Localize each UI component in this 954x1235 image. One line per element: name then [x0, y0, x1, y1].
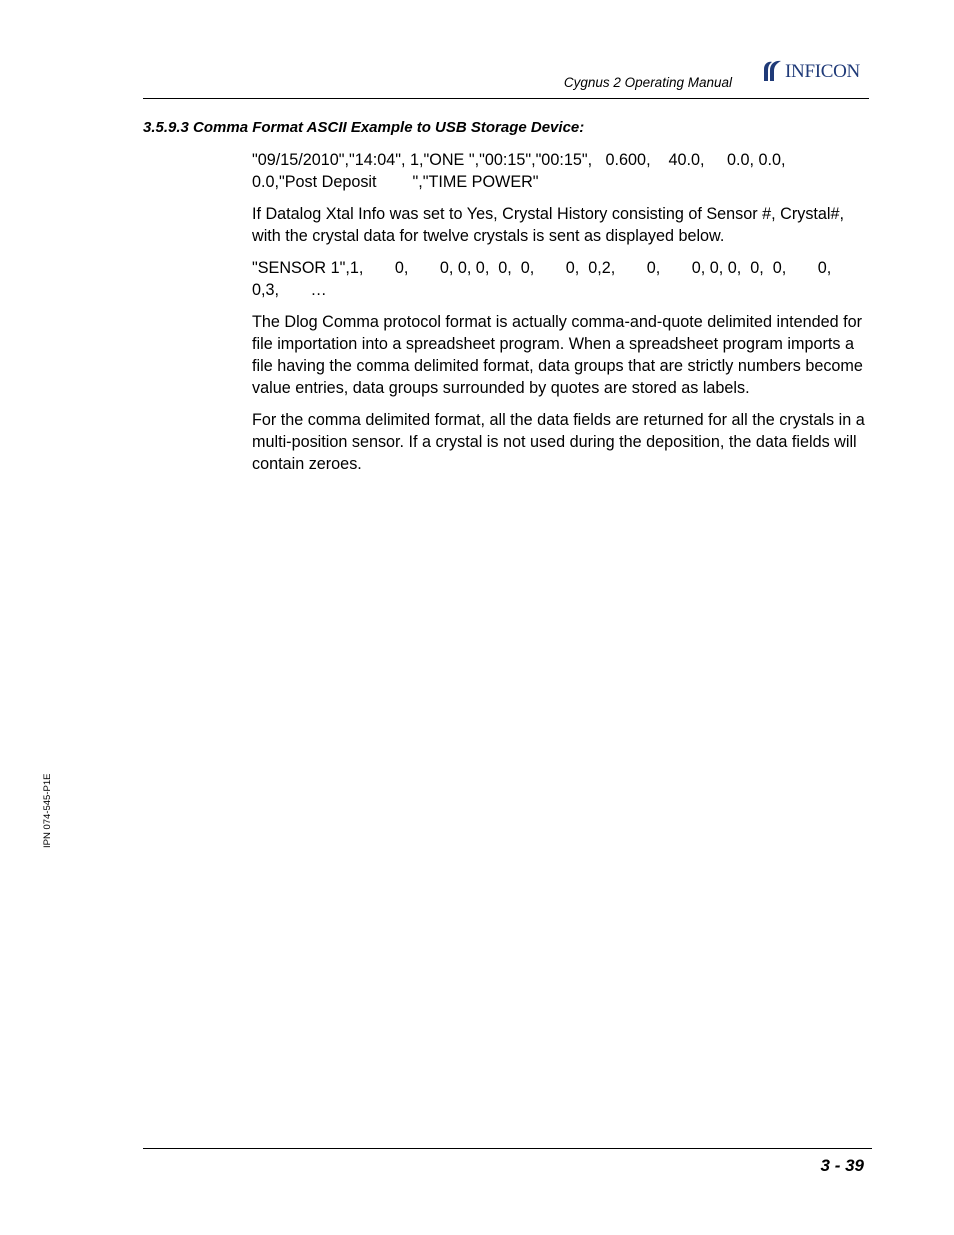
manual-title: Cygnus 2 Operating Manual — [563, 75, 732, 90]
header-divider — [143, 98, 869, 99]
footer-divider — [143, 1148, 872, 1149]
body-content — [252, 149, 870, 485]
logo-wordmark: INFICON — [785, 60, 860, 82]
section-heading: 3.5.9.3 Comma Format ASCII Example to USB Storage Device: — [143, 119, 585, 136]
paragraph: If Datalog Xtal Info was set to Yes, Crystal History consisting of Sensor #, Crystal#, with the crystal data for twelve crystals is sent as displayed below. — [252, 205, 845, 245]
inficon-leaf-icon — [760, 58, 784, 82]
ipn-label: IPN 074-545-P1E — [42, 773, 53, 848]
inficon-logo — [760, 58, 860, 82]
page-number: 3 - 39 — [820, 1156, 864, 1175]
paragraph: The Dlog Comma protocol format is actually comma-and-quote delimited intended for file importation into a spreadsheet program. When a spreadsheet program imports a file having the comma delimited format, data groups that are strictly numbers become value entries, data groups surrounded by quotes are stored as labels. — [252, 313, 863, 397]
sensor-example-block — [252, 257, 870, 301]
example-block — [252, 149, 870, 193]
paragraph: For the comma delimited format, all the data fields are returned for all the crystals in a multi-position sensor. If a crystal is not used during the deposition, the data fields will contain zeroes. — [252, 411, 865, 473]
sensor-line: "SENSOR 1",1, 0, 0, 0, 0, 0, 0, 0, 0,2, 0, 0, 0, 0, 0, 0, 0, — [252, 259, 832, 277]
example-line: "09/15/2010","14:04", 1,"ONE ","00:15","00:15", 0.600, 40.0, 0.0, 0.0, — [252, 151, 786, 169]
example-line: 0.0,"Post Deposit ","TIME POWER" — [252, 173, 539, 191]
sensor-line: 0,3, … — [252, 281, 327, 299]
